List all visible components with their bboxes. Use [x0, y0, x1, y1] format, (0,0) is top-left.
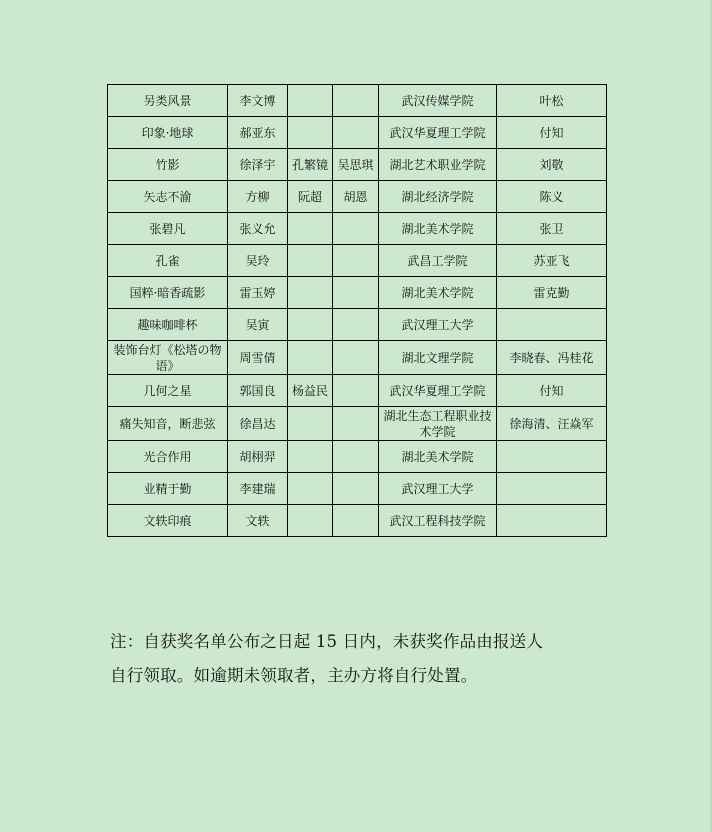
cell-school: 湖北艺术职业学院: [379, 149, 497, 181]
cell-coauthor-1: 杨益民: [288, 375, 333, 407]
awards-table: [107, 84, 607, 537]
cell-coauthor-1: [288, 85, 333, 117]
cell-title: 张碧凡: [108, 213, 228, 245]
cell-advisor: 付知: [497, 117, 607, 149]
cell-author: 李建瑞: [228, 473, 288, 505]
cell-coauthor-2: [333, 375, 379, 407]
cell-advisor: 张卫: [497, 213, 607, 245]
cell-coauthor-2: [333, 407, 379, 441]
cell-author: 徐泽宇: [228, 149, 288, 181]
footnote: [110, 625, 610, 693]
cell-advisor: [497, 441, 607, 473]
cell-author: 张义允: [228, 213, 288, 245]
cell-advisor: [497, 473, 607, 505]
table-row: [108, 213, 607, 245]
cell-coauthor-2: [333, 117, 379, 149]
cell-school: 武汉传媒学院: [379, 85, 497, 117]
cell-author: 徐昌达: [228, 407, 288, 441]
cell-advisor: 李晓春、冯桂花: [497, 341, 607, 375]
cell-coauthor-2: [333, 85, 379, 117]
cell-title: 国粹·暗香疏影: [108, 277, 228, 309]
cell-school: 武汉理工大学: [379, 309, 497, 341]
cell-author: 吴玲: [228, 245, 288, 277]
cell-title: 孔雀: [108, 245, 228, 277]
cell-school: 湖北美术学院: [379, 277, 497, 309]
cell-advisor: 刘敬: [497, 149, 607, 181]
cell-title: 光合作用: [108, 441, 228, 473]
cell-coauthor-1: [288, 277, 333, 309]
cell-title: 竹影: [108, 149, 228, 181]
table-row: [108, 149, 607, 181]
cell-coauthor-2: [333, 473, 379, 505]
cell-advisor: 叶松: [497, 85, 607, 117]
cell-advisor: 徐海清、汪焱军: [497, 407, 607, 441]
cell-coauthor-2: [333, 441, 379, 473]
cell-coauthor-1: [288, 441, 333, 473]
table-row: [108, 441, 607, 473]
cell-coauthor-2: [333, 213, 379, 245]
cell-coauthor-1: [288, 473, 333, 505]
cell-coauthor-1: [288, 341, 333, 375]
cell-coauthor-1: [288, 245, 333, 277]
cell-coauthor-1: [288, 213, 333, 245]
cell-advisor: 陈义: [497, 181, 607, 213]
table-row: [108, 341, 607, 375]
cell-school: 武昌工学院: [379, 245, 497, 277]
cell-title: 痛失知音，断悲弦: [108, 407, 228, 441]
cell-coauthor-1: [288, 505, 333, 537]
cell-coauthor-1: [288, 309, 333, 341]
cell-coauthor-1: 阮超: [288, 181, 333, 213]
footnote-line-1: 注：自获奖名单公布之日起 15 日内，未获奖作品由报送人: [110, 632, 544, 651]
cell-coauthor-1: 孔繁镜: [288, 149, 333, 181]
table-row: [108, 85, 607, 117]
table-row: [108, 277, 607, 309]
cell-school: 武汉理工大学: [379, 473, 497, 505]
footnote-line-2: 自行领取。如逾期未领取者，主办方将自行处置。: [110, 666, 478, 685]
cell-advisor: 付知: [497, 375, 607, 407]
cell-title: 几何之星: [108, 375, 228, 407]
cell-author: 郭国良: [228, 375, 288, 407]
cell-advisor: 雷克勤: [497, 277, 607, 309]
cell-author: 方柳: [228, 181, 288, 213]
cell-school: 湖北美术学院: [379, 213, 497, 245]
table-row: [108, 181, 607, 213]
table-row: [108, 505, 607, 537]
cell-school: 湖北美术学院: [379, 441, 497, 473]
cell-title: 文轶印痕: [108, 505, 228, 537]
cell-advisor: 苏亚飞: [497, 245, 607, 277]
table-row: [108, 117, 607, 149]
cell-coauthor-2: [333, 245, 379, 277]
cell-author: 李文博: [228, 85, 288, 117]
cell-coauthor-2: [333, 277, 379, 309]
cell-coauthor-2: [333, 505, 379, 537]
cell-advisor: [497, 309, 607, 341]
cell-school: 武汉华夏理工学院: [379, 117, 497, 149]
cell-coauthor-2: [333, 309, 379, 341]
cell-school: 湖北生态工程职业技术学院: [379, 407, 497, 441]
table-row: [108, 375, 607, 407]
cell-author: 吴寅: [228, 309, 288, 341]
cell-coauthor-2: 胡恩: [333, 181, 379, 213]
cell-author: 雷玉婷: [228, 277, 288, 309]
table-row: [108, 309, 607, 341]
cell-school: 武汉工程科技学院: [379, 505, 497, 537]
cell-title: 装饰台灯《松塔の物语》: [108, 341, 228, 375]
cell-school: 湖北文理学院: [379, 341, 497, 375]
cell-coauthor-2: [333, 341, 379, 375]
cell-author: 周雪倩: [228, 341, 288, 375]
table-row: [108, 473, 607, 505]
cell-advisor: [497, 505, 607, 537]
cell-school: 武汉华夏理工学院: [379, 375, 497, 407]
cell-title: 印象·地球: [108, 117, 228, 149]
cell-school: 湖北经济学院: [379, 181, 497, 213]
cell-coauthor-2: 吴思琪: [333, 149, 379, 181]
table-row: [108, 245, 607, 277]
cell-author: 郝亚东: [228, 117, 288, 149]
cell-author: 文轶: [228, 505, 288, 537]
cell-coauthor-1: [288, 117, 333, 149]
cell-title: 趣味咖啡杯: [108, 309, 228, 341]
cell-author: 胡栩羿: [228, 441, 288, 473]
table-row: [108, 407, 607, 441]
cell-title: 另类风景: [108, 85, 228, 117]
cell-coauthor-1: [288, 407, 333, 441]
cell-title: 业精于勤: [108, 473, 228, 505]
cell-title: 矢志不渝: [108, 181, 228, 213]
